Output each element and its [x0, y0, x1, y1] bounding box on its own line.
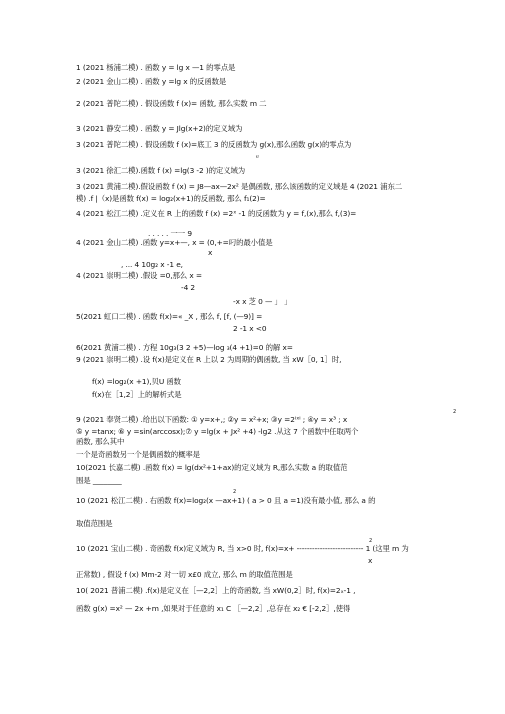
problem-line: 取值范围是 — [76, 519, 113, 528]
fraction-part: , ... 4 10g₂ x -1 e, — [121, 260, 183, 269]
piecewise-part: 2 -1 x <0 — [233, 324, 267, 333]
problem-line: 2 (2021 普陀二模) . 假设函数 f (x)= 函数, 那么实数 m 二 — [76, 99, 267, 108]
superscript: 2 — [453, 409, 457, 415]
fraction-part: -4 2 — [181, 283, 196, 292]
problem-line: f(x) =log₂(x +1),贝U 函数 — [92, 377, 181, 386]
superscript: 2 — [233, 489, 237, 495]
problem-line: 5(2021 虹口二模) . 函数 f(x)=« _X , 那么 f, [f, (—9)] = — [76, 312, 263, 321]
fraction-part: x — [208, 248, 213, 257]
fraction-part: x — [368, 556, 373, 565]
problem-line: 6(2021 黄浦二模) . 方程 10g₃(3 2 +5)—log ₃(4 +1)=0 的解 x= — [76, 343, 293, 352]
problem-line: 3 (2021 黄浦二模).假设函数 f (x) = J8—ax—2x² 是偶函数, 那么该函数的定义域是 4 (2021 浦东二 — [76, 182, 403, 191]
problem-line: 9 (2021 奉贤二模) .给出以下函数: ① y=x+,; ②y = x²+x; ③y =2ᴵˣᴵ ; ④y = x³ ; x — [76, 415, 348, 424]
problem-line: 围是 ________ — [76, 476, 122, 485]
problem-line: 2 (2021 金山二模) . 函数 y =lg x 的反函数是 — [76, 77, 227, 86]
problem-line: 10(2021 长嘉二模) .函数 f(x) = lg(dx²+1+ax)的定义域为 R,那么实数 a 的取值范 — [76, 463, 348, 472]
problem-line: 函数 g(x) =x² — 2x +m ,如果对于任意的 x₁ C ［—2,2］,总存在 x₂ € [-2,2］,使得 — [76, 604, 351, 613]
problem-line: 1 (2021 杨浦二模) . 函数 y = lg x —1 的零点是 — [76, 63, 236, 72]
problem-line: 模) .f |（x)是函数 f(x) = log₂(x+1)的反函数, 那么 f₁(2)= — [76, 194, 266, 203]
problem-line: 3 (2021 普陀二模) . 假设函数 f (x)=底工 3 的反函数为 g(x),那么函数 g(x)的零点为 — [76, 140, 352, 149]
superscript: ｅ — [255, 154, 260, 160]
problem-line: 10 (2021 松江二模) . 右函数 f(x)=log₂(x —ax+1) ( a > 0 且 a =1)没有最小值, 那么 a 的 — [76, 496, 376, 505]
problem-line: 4 (2021 崇明二模) .假设 =0,那么 x = — [76, 271, 202, 280]
problem-line: 函数, 那么其中 — [76, 437, 125, 446]
problem-line: 4 (2021 金山二模) .函数 y=x+—, x = (0,+=叼的最小值是 — [76, 238, 273, 247]
problem-line: f(x)在［1,2］上的解析式是 — [92, 390, 182, 399]
problem-line: 一个是奇函数另一个是偶函数的概率是 — [76, 450, 200, 459]
fraction-part: . . . . . 一一 9 — [148, 229, 192, 238]
problem-line: 4 (2021 松江二模) .定义在 R 上的函数 f (x) =2ˣ -1 的反函数为 y = f,(x),那么 f,(3)= — [76, 209, 357, 218]
superscript: 2 — [369, 538, 373, 544]
problem-line: 3 (2021 静安二模) . 函数 y = Jlg(x+2)的定义域为 — [76, 124, 243, 133]
piecewise-part: -x x 芝 0 — 」 」 — [233, 297, 292, 306]
problem-line: 10( 2021 普浦二模) .f(x)是定义在［—2,2］上的奇函数, 当 xW(0,2］时, f(x)=2ₓ-1 , — [76, 586, 356, 595]
problem-line: 3 (2021 徐汇二模).函数 f (x) =lg(3 -2 )的定义域为 — [76, 166, 246, 175]
problem-line: ⑤ y =tanx; ⑥ y =sin(arccosx);⑦ y =lg(x + Jx² +4) -lg2 .从这 7 个函数中任取两个 — [76, 427, 359, 436]
problem-line: 10 (2021 宝山二模) . 奇函数 f(x)定义域为 R, 当 x>0 时, f(x)=x+ -------------------------- 1 (这里 m 为 — [76, 544, 409, 553]
problem-line: 9 (2021 崇明二模) .设 f(x)是定义在 R 上以 2 为周期的偶函数, 当 xW［0, 1］时, — [76, 355, 342, 364]
problem-line: 正常数) , 假设 f (x) Mm-2 对一切 x£0 成立, 那么 m 的取值范围是 — [76, 570, 293, 579]
